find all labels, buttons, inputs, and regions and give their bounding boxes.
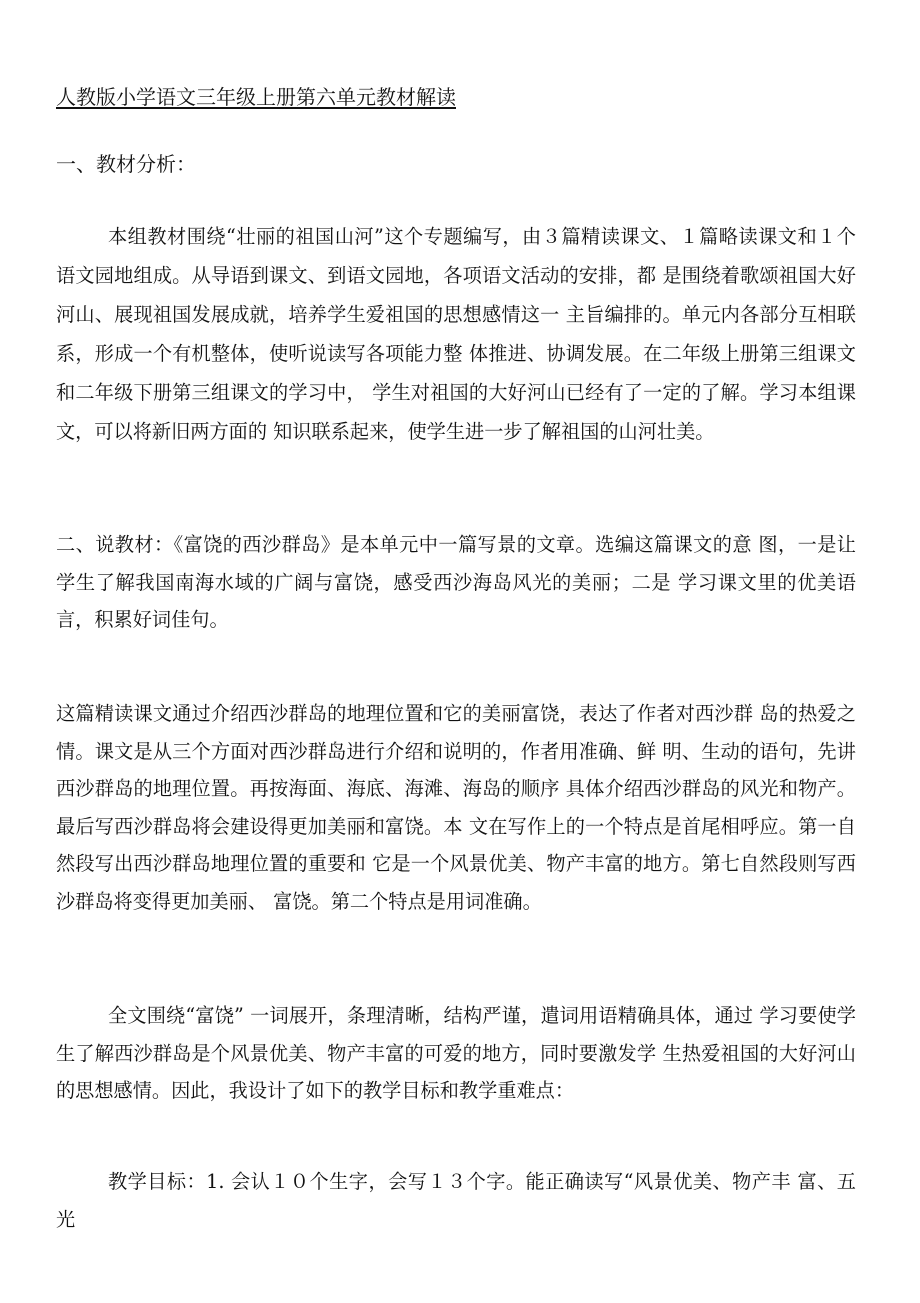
- paragraph-textbook: 二、说教材：《富饶的西沙群岛》是本单元中一篇写景的文章。选编这篇课文的意 图，一是让学生了解我国南海水域的广阔与富饶，感受西沙海岛风光的美丽；二是 学习课文里的优美语言，积累好词佳句。: [56, 533, 856, 631]
- paragraph-goals: 教学目标：1. 会认１０个生字，会写１３个字。能正确读写“风景优美、物产丰 富、五光: [56, 1170, 856, 1231]
- document-title: 人教版小学语文三年级上册第六单元教材解读: [56, 85, 456, 109]
- section-heading-analysis: 一、教材分析：: [56, 152, 196, 176]
- paragraph-analysis: 本组教材围绕“壮丽的祖国山河”这个专题编写，由３篇精读课文、１篇略读课文和１个语文园地组成。从导语到课文、到语文园地，各项语文活动的安排，都 是围绕着歌颂祖国大好河山、展现祖国发展成就，培养学生爱祖国的思想感情这一 主旨编排的。单元内各部分互相联系，形成一个有机整体，使听说读写各项能力整 体推进、协调发展。在二年级上册第三组课文和二年级下册第三组课文的学习中， 学生对祖国的大好河山已经有了一定的了解。学习本组课文，可以将新旧两方面的 知识联系起来，使学生进一步了解祖国的山河壮美。: [56, 225, 856, 443]
- paragraph-summary: 全文围绕“富饶” 一词展开，条理清晰，结构严谨，遣词用语精确具体，通过 学习要使学生了解西沙群岛是个风景优美、物产丰富的可爱的地方，同时要激发学 生热爱祖国的大好河山的思想感情。因此，我设计了如下的教学目标和教学重难点：: [56, 1004, 856, 1102]
- paragraph-content: 这篇精读课文通过介绍西沙群岛的地理位置和它的美丽富饶，表达了作者对西沙群 岛的热爱之情。课文是从三个方面对西沙群岛进行介绍和说明的，作者用准确、鲜 明、生动的语句，先讲西沙群岛的地理位置。再按海面、海底、海滩、海岛的顺序 具体介绍西沙群岛的风光和物产。最后写西沙群岛将会建设得更加美丽和富饶。本 文在写作上的一个特点是首尾相呼应。第一自然段写出西沙群岛地理位置的重要和 它是一个风景优美、物产丰富的地方。第七自然段则写西沙群岛将变得更加美丽、 富饶。第二个特点是用词准确。: [56, 702, 856, 913]
